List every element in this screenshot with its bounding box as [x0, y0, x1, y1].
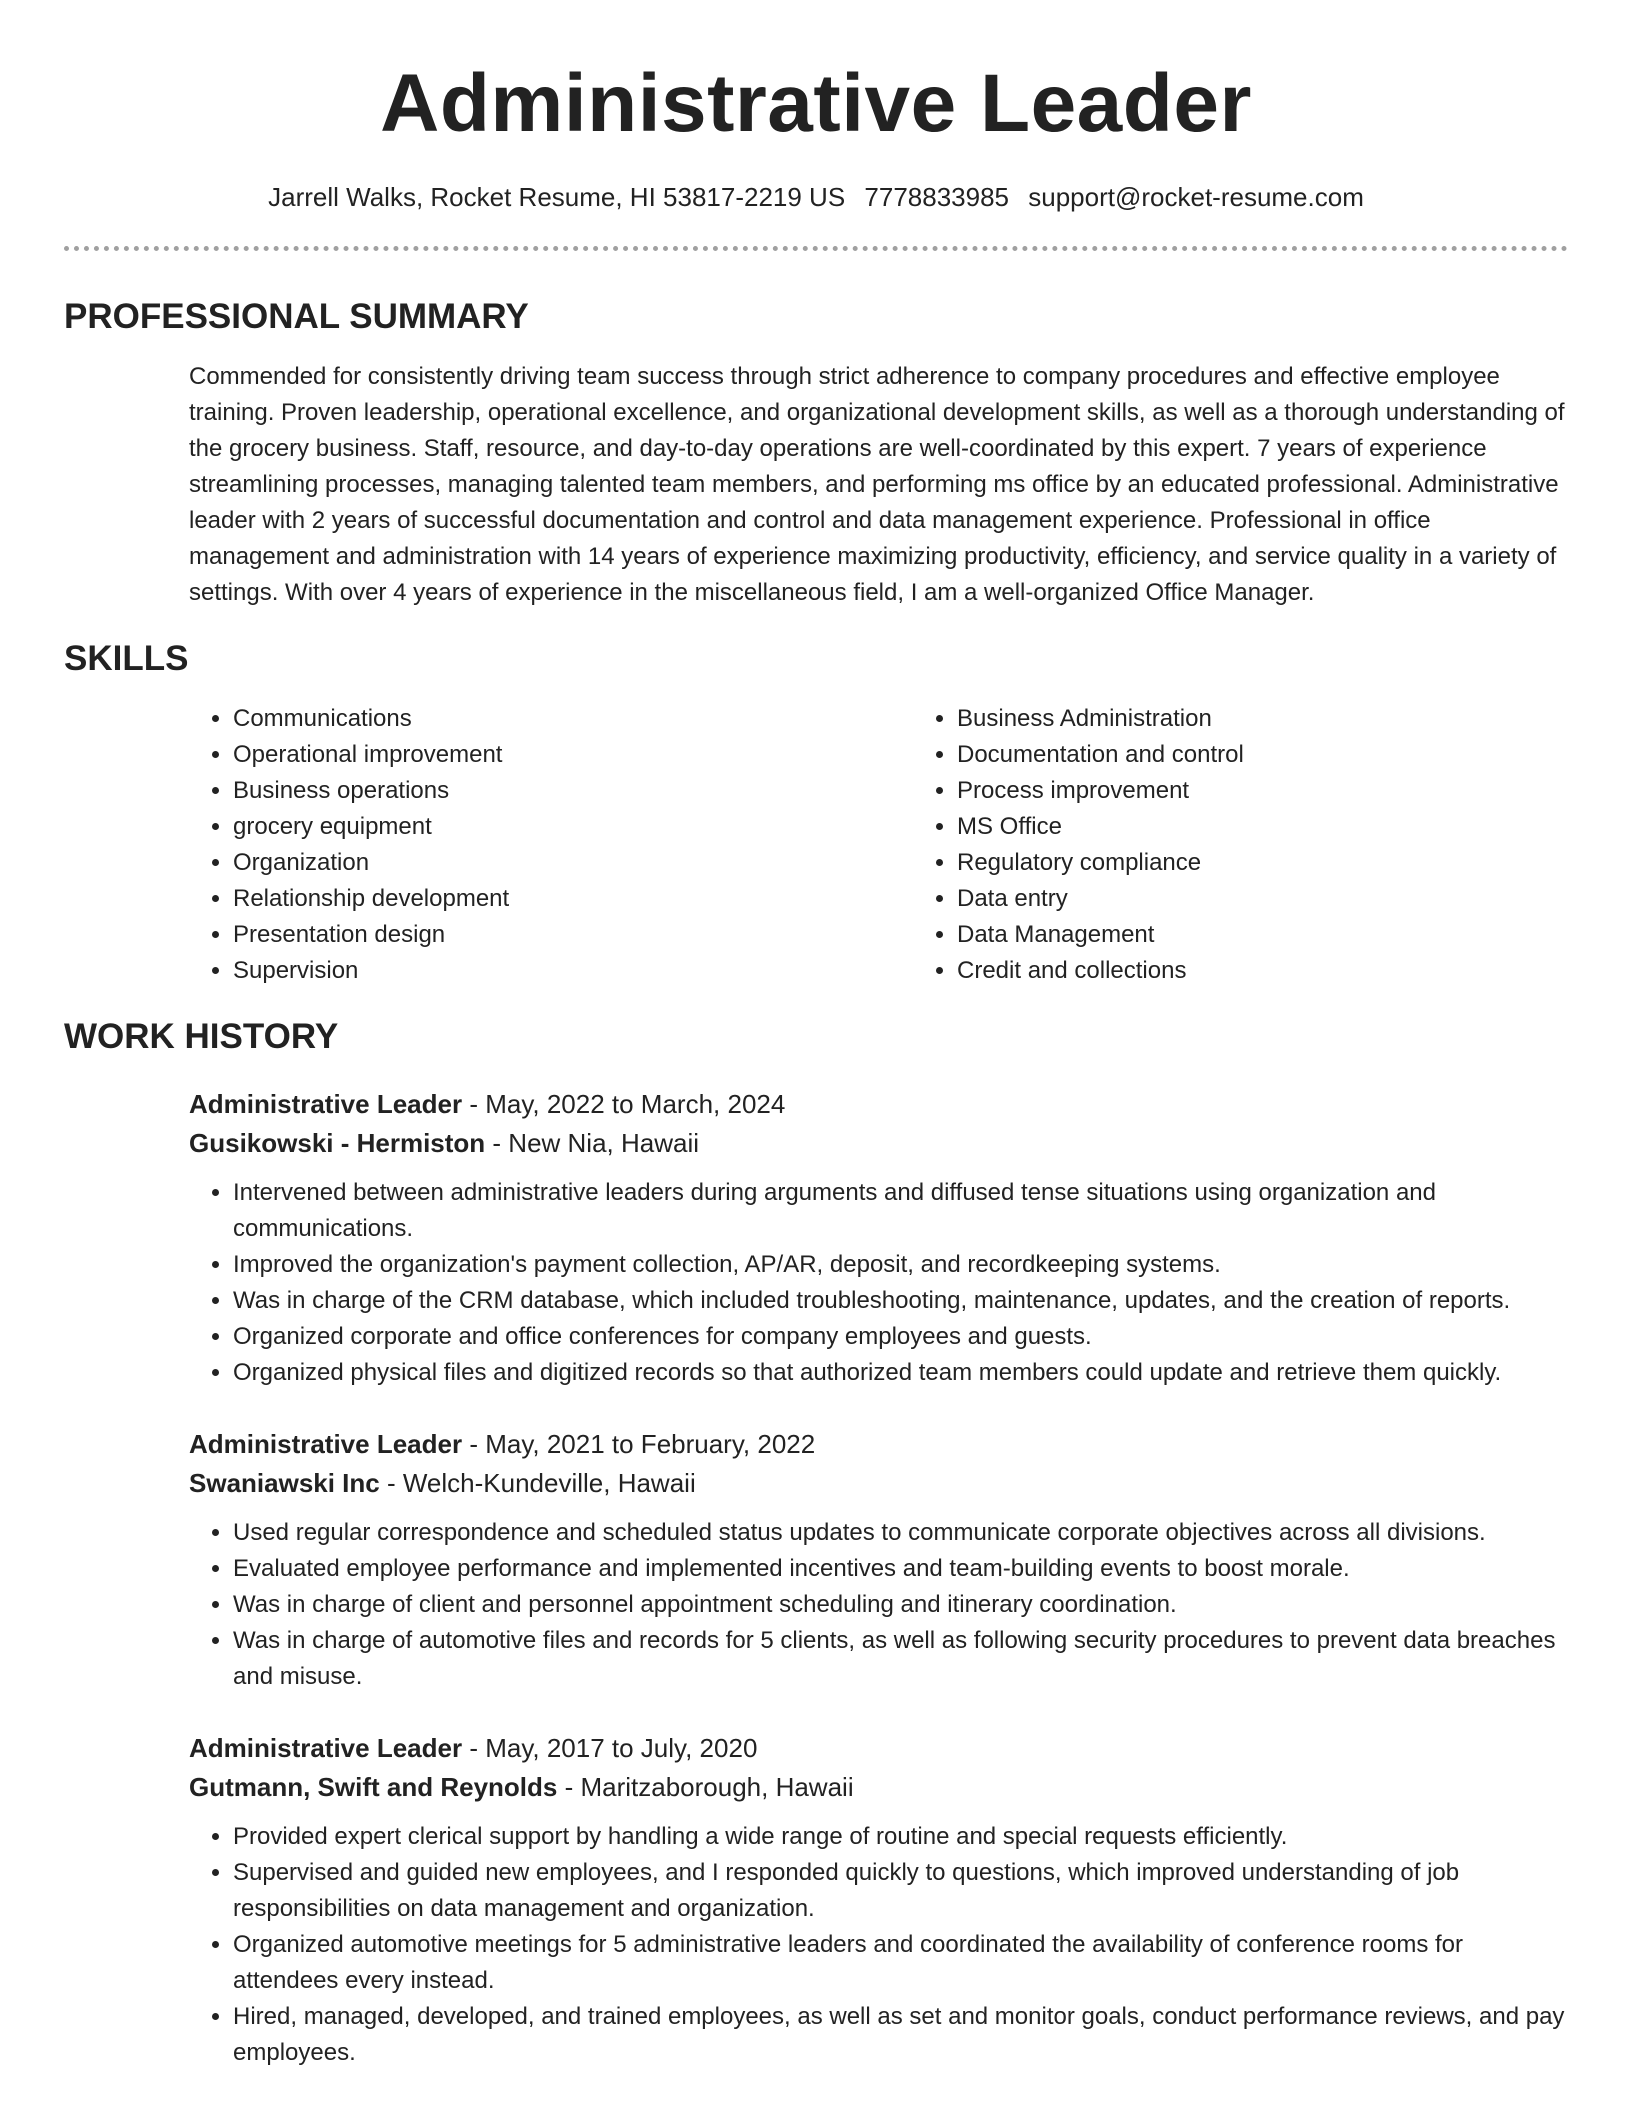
skills-section: [64, 637, 1568, 989]
skill-item: • Documentation and control: [957, 737, 1244, 773]
skill-item: • grocery equipment: [233, 809, 913, 845]
skill-item: • Business operations: [233, 773, 913, 809]
job-bullets: [189, 1515, 1568, 1695]
contact-phone: 7778833985: [864, 182, 1010, 212]
job-dates: - May, 2017 to July, 2020: [462, 1733, 758, 1763]
skill-item: • Data entry: [957, 881, 1244, 917]
job-entry: [189, 1729, 1568, 2071]
job-company: Swaniawski Inc: [189, 1468, 380, 1498]
job-bullet: • Evaluated employee performance and implemented incentives and team-building events to boost morale.: [233, 1551, 1568, 1587]
job-title: Administrative Leader: [189, 1089, 463, 1119]
job-title-line: [189, 1425, 1568, 1464]
job-company-line: [189, 1124, 1568, 1163]
resume-page: [64, 0, 1568, 2071]
skill-item: • Relationship development: [233, 881, 913, 917]
job-bullet: • Organized automotive meetings for 5 administrative leaders and coordinated the availability of conference rooms for attendees every instead.: [233, 1927, 1568, 1999]
work-heading: WORK HISTORY: [64, 1017, 339, 1056]
job-dates: - May, 2021 to February, 2022: [462, 1429, 816, 1459]
skill-item: • Supervision: [233, 953, 913, 989]
skill-item: • Credit and collections: [957, 953, 1244, 989]
job-bullets: [189, 1175, 1568, 1391]
job-location: - New Nia, Hawaii: [485, 1128, 700, 1158]
skill-item: • Regulatory compliance: [957, 845, 1244, 881]
job-bullets: [189, 1819, 1568, 2071]
job-entry: [189, 1085, 1568, 1391]
summary-heading: PROFESSIONAL SUMMARY: [64, 297, 529, 336]
job-bullet: • Organized physical files and digitized records so that authorized team members could update and retrieve them quickly.: [233, 1355, 1568, 1391]
job-title: Administrative Leader: [189, 1733, 463, 1763]
job-title-line: [189, 1085, 1568, 1124]
job-company-line: [189, 1464, 1568, 1503]
skill-item: • Business Administration: [957, 701, 1244, 737]
job-bullet: • Used regular correspondence and scheduled status updates to communicate corporate objectives across all divisions.: [233, 1515, 1568, 1551]
job-company-line: [189, 1768, 1568, 1807]
skills-list-right: [913, 701, 1244, 989]
skill-item: • Presentation design: [233, 917, 913, 953]
skill-item: • MS Office: [957, 809, 1244, 845]
job-bullet: • Was in charge of the CRM database, which included troubleshooting, maintenance, updates, and the creation of reports.: [233, 1283, 1568, 1319]
skill-item: • Operational improvement: [233, 737, 913, 773]
skills-list-left: [189, 701, 913, 989]
job-bullet: • Hired, managed, developed, and trained employees, as well as set and monitor goals, conduct performance reviews, and pay employees.: [233, 1999, 1568, 2071]
job-company: Gusikowski - Hermiston: [189, 1128, 486, 1158]
job-bullet: • Provided expert clerical support by handling a wide range of routine and special requests efficiently.: [233, 1819, 1568, 1855]
skill-item: • Communications: [233, 701, 913, 737]
skill-item: • Process improvement: [957, 773, 1244, 809]
job-bullet: • Was in charge of client and personnel appointment scheduling and itinerary coordination.: [233, 1587, 1568, 1623]
job-title-line: [189, 1729, 1568, 1768]
contact-email: support@rocket-resume.com: [1028, 182, 1364, 212]
skill-item: • Data Management: [957, 917, 1244, 953]
job-bullet: • Organized corporate and office conferences for company employees and guests.: [233, 1319, 1568, 1355]
contact-line: [64, 180, 1568, 214]
header-divider: [64, 246, 1568, 251]
work-section: [64, 1015, 1568, 2071]
job-bullet: • Was in charge of automotive files and records for 5 clients, as well as following security procedures to prevent data breaches and misuse.: [233, 1623, 1568, 1695]
job-bullet: • Improved the organization's payment collection, AP/AR, deposit, and recordkeeping systems.: [233, 1247, 1568, 1283]
summary-section: [64, 295, 1568, 611]
job-location: - Maritzaborough, Hawaii: [557, 1772, 854, 1802]
job-bullet: • Intervened between administrative leaders during arguments and diffused tense situations using organization and communications.: [233, 1175, 1568, 1247]
skills-columns: [189, 701, 1568, 989]
skills-heading: SKILLS: [64, 639, 189, 678]
job-company: Gutmann, Swift and Reynolds: [189, 1772, 558, 1802]
job-title: Administrative Leader: [189, 1429, 463, 1459]
job-entry: [189, 1425, 1568, 1695]
job-location: - Welch-Kundeville, Hawaii: [379, 1468, 696, 1498]
skill-item: • Organization: [233, 845, 913, 881]
summary-text: Commended for consistently driving team success through strict adherence to company procedures and effective employee training. Proven leadership, operational excellence, and organizational development skills, as well as a thorough understanding of the grocery business. Staff, resource, and day-to-day operations are well-coordinated by this expert. 7 years of experience streamlining processes, managing talented team members, and performing ms office by an educated professional. Administrative leader with 2 years of successful documentation and control and data management experience. Professional in office management and administration with 14 years of experience maximizing productivity, efficiency, and service quality in a variety of settings. With over 4 years of experience in the miscellaneous field, I am a well-organized Office Manager.: [189, 363, 1565, 606]
job-dates: - May, 2022 to March, 2024: [462, 1089, 786, 1119]
resume-title: Administrative Leader: [380, 58, 1252, 149]
contact-address: Jarrell Walks, Rocket Resume, HI 53817-2219 US: [268, 182, 846, 212]
job-bullet: • Supervised and guided new employees, and I responded quickly to questions, which improved understanding of job responsibilities on data management and organization.: [233, 1855, 1568, 1927]
